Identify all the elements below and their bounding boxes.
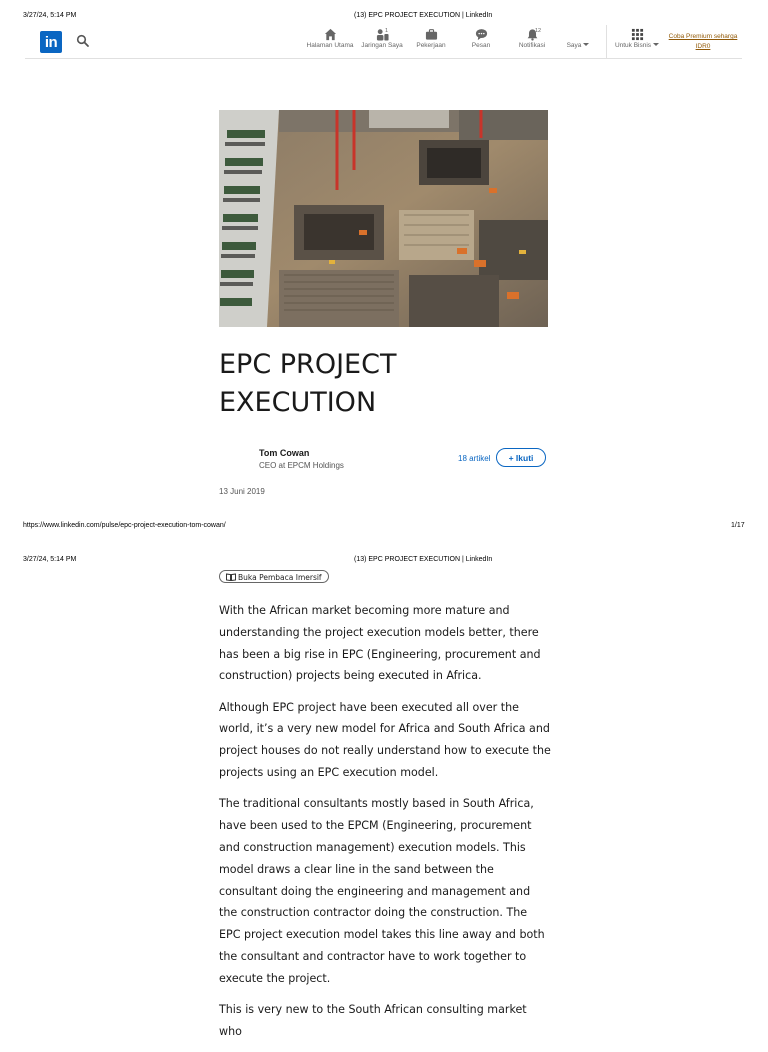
network-badge: 1 [385,28,389,34]
article-paragraph: The traditional consultants mostly based in South Africa, have been used to the EPCM (Engineering, procurement and construction management) execution models. This model draws a clear line in the sand between the consultant doing the engineering and management and the construction contractor doing the construction. The EPC project execution model takes this line away and both the consultant and contractor have to work together to execute the project. [219,797,545,985]
article-paragraph: Although EPC project have been executed all over the world, it’s a very new model for Africa and South Africa and project houses do not really understand how to execute the projects using an EPC execution model. [219,700,551,780]
print-page-title: (13) EPC PROJECT EXECUTION | LinkedIn [354,556,493,563]
nav-label-jobs: Pekerjaan [416,42,446,49]
briefcase-icon [425,28,438,41]
linkedin-logo[interactable]: in [40,31,62,53]
immersive-reader-button[interactable] [219,570,329,583]
nav-label-home: Halaman Utama [306,42,354,49]
print-datetime: 3/27/24, 5:14 PM [23,12,77,19]
nav-label-notifications: Notifikasi [518,42,546,49]
author-headline: CEO at EPCM Holdings [259,461,344,470]
caret-down-icon [653,43,659,46]
book-icon [226,573,236,581]
grid-icon [631,28,644,41]
premium-line-1: Coba Premium seharga [668,33,738,40]
article-paragraph: This is very new to the South African consulting market who [219,1003,527,1038]
search-icon[interactable] [76,34,90,48]
nav-label-me: Saya [566,42,582,49]
author-name[interactable]: Tom Cowan [259,448,310,458]
article-cover-image [219,110,548,327]
premium-line-2: IDR0 [695,43,711,50]
home-icon [324,28,337,41]
nav-item-notifications[interactable] [512,28,552,56]
nav-label-business: Untuk Bisnis [614,42,652,49]
premium-link[interactable] [663,32,743,52]
immersive-reader-label: Buka Pembaca Imersif [238,573,322,582]
top-navigation-bar [25,25,742,59]
nav-item-me[interactable] [563,42,593,70]
print-datetime: 3/27/24, 5:14 PM [23,556,77,563]
article-paragraph: With the African market becoming more mature and understanding the project execution models better, there has been a big rise in EPC (Engineering, procurement and construction) projects being executed in Africa. [219,604,541,683]
nav-label-messaging: Pesan [471,42,491,49]
nav-item-messaging[interactable] [466,28,496,56]
nav-item-home[interactable] [304,28,356,56]
notifications-badge: 12 [535,28,542,34]
article-title-line-2: EXECUTION [219,387,377,418]
nav-item-business[interactable] [611,28,663,56]
print-page-number: 1/17 [731,522,745,529]
article-body [219,600,551,1052]
publish-date: 13 Juni 2019 [219,487,265,496]
nav-divider [606,25,607,58]
nav-item-jobs[interactable] [411,28,451,56]
caret-down-icon [583,43,589,46]
nav-item-network[interactable] [357,28,407,56]
print-page-title: (13) EPC PROJECT EXECUTION | LinkedIn [354,12,493,19]
nav-label-network: Jaringan Saya [361,42,403,49]
article-title-line-1: EPC PROJECT [219,349,397,380]
follow-button[interactable]: + Ikuti [496,448,546,467]
article-title [219,346,559,422]
author-articles-link[interactable]: 18 artikel [458,454,491,463]
message-icon [475,28,488,41]
print-url: https://www.linkedin.com/pulse/epc-project-execution-tom-cowan/ [23,522,226,529]
